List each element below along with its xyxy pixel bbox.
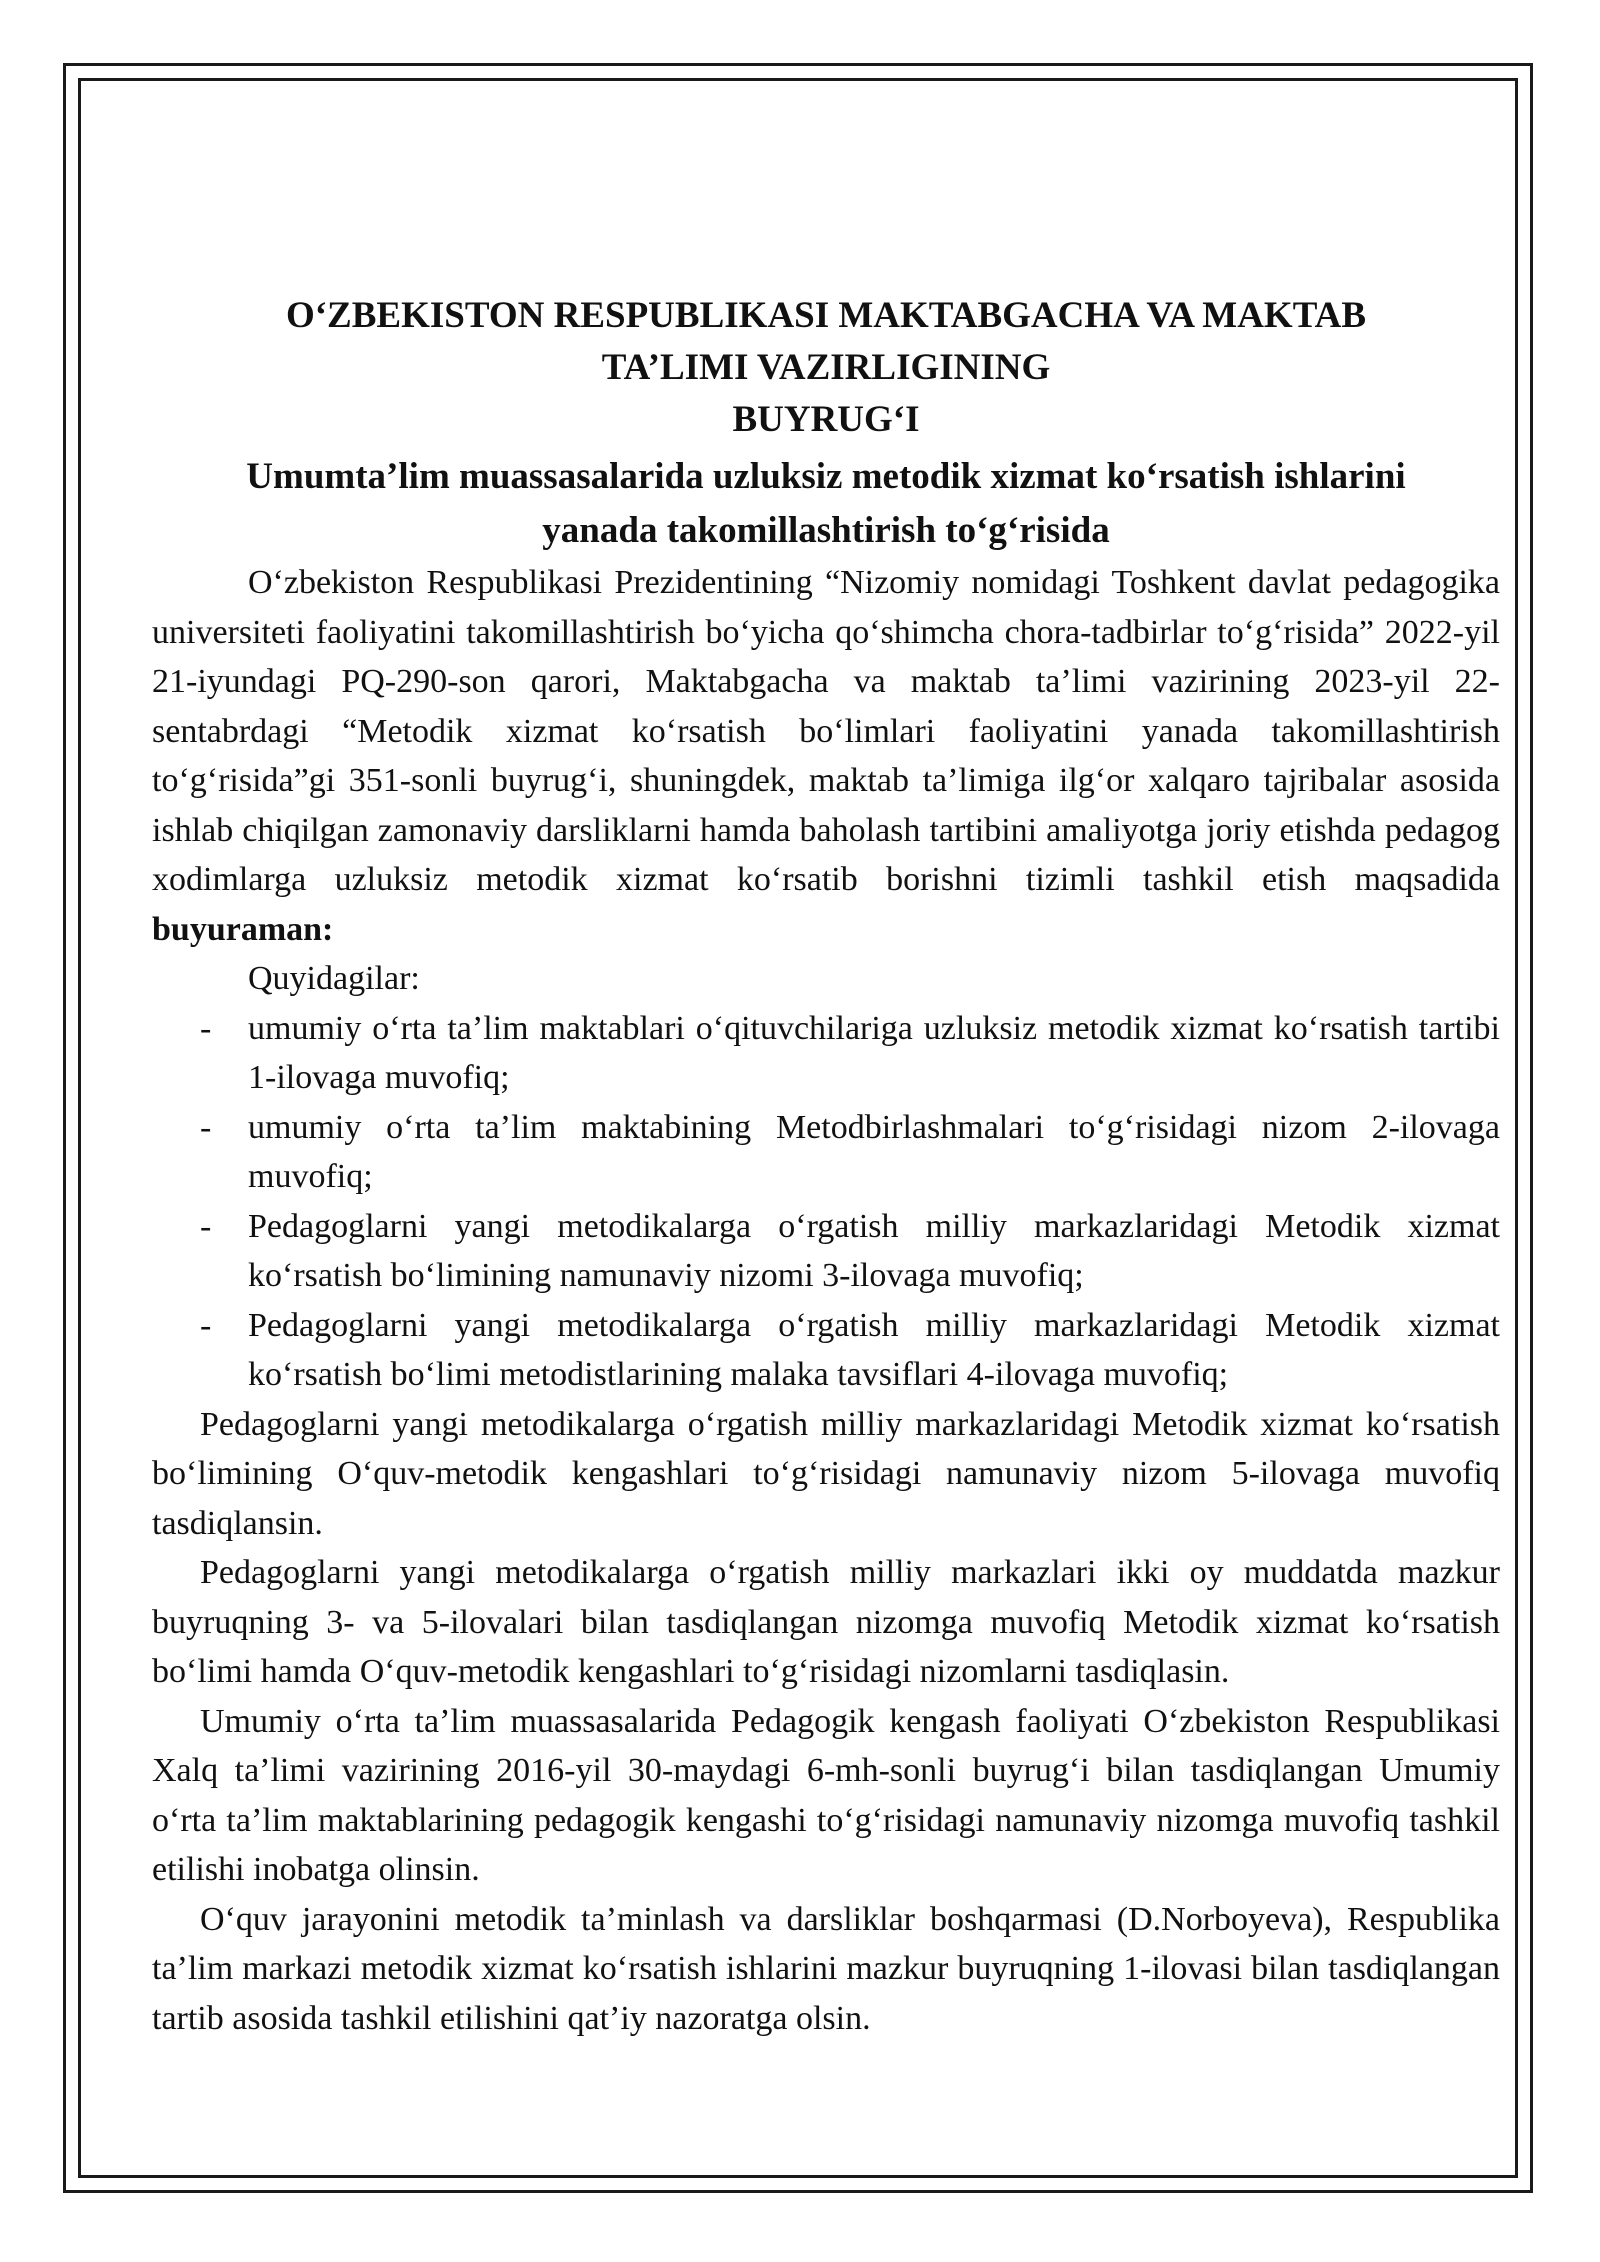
approval-list xyxy=(152,1004,1500,1400)
list-item xyxy=(152,1004,1500,1103)
preamble-text: O‘zbekiston Respublikasi Prezidentining “Nizomiy nomidagi Toshkent davlat pedagogika universiteti faoliyatini takomillashtirish bo‘yicha qo‘shimcha chora-tadbirlar to‘g‘risida” 2022-yil 21-iyundagi PQ-290-son qarori, Maktabgacha va maktab ta’limi vazirining 2023-yil 22-sentabrdagi “Metodik xizmat ko‘rsatish bo‘limlari faoliyatini yanada takomillashtirish to‘g‘risida”gi 351-sonli buyrug‘i, shuningdek, maktab ta’limiga ilg‘or xalqaro tajribalar asosida ishlab chiqilgan zamonaviy darsliklarni hamda baholash tartibini amaliyotga joriy etishda pedagog xodimlarga uzluksiz metodik xizmat ko‘rsatib borishni tizimli tashkil etish maqsadida xyxy=(152,564,1500,898)
list-dash: - xyxy=(200,1009,212,1047)
list-item-text: Pedagoglarni yangi metodikalarga o‘rgatish milliy markazlaridagi Metodik xizmat ko‘rsatish bo‘limining namunaviy nizomi 3-ilovaga muvofiq; xyxy=(248,1207,1500,1294)
list-dash: - xyxy=(200,1108,212,1146)
list-intro: Quyidagilar: xyxy=(248,960,420,997)
body-paragraph: Umumiy o‘rta ta’lim muassasalarida Pedagogik kengash faoliyati O‘zbekiston Respublikasi Xalq ta’limi vazirining 2016-yil 30-maydagi 6-mh-sonli buyrug‘i bilan tasdiqlangan Umumiy o‘rta ta’lim maktablarining pedagogik kengashi to‘g‘risidagi namunaviy nizomga muvofiq tashkil etilishi inobatga olinsin. xyxy=(152,1702,1500,1888)
list-dash: - xyxy=(200,1207,212,1245)
title-line: BUYRUG‘I xyxy=(732,399,920,440)
preamble-paragraph xyxy=(152,558,1500,954)
document-subject xyxy=(152,450,1500,558)
document-title xyxy=(152,290,1500,446)
title-line: TA’LIMI VAZIRLIGINING xyxy=(601,347,1051,388)
preamble-bold-text: buyuraman: xyxy=(152,910,334,948)
subject-line: Umumta’lim muassasalarida uzluksiz metodik xizmat ko‘rsatish ishlarini xyxy=(246,456,1406,497)
list-item-text: umumiy o‘rta ta’lim maktablari o‘qituvchilariga uzluksiz metodik xizmat ko‘rsatish tartibi 1-ilovaga muvofiq; xyxy=(248,1009,1500,1096)
list-item xyxy=(152,1301,1500,1400)
body-paragraph: Pedagoglarni yangi metodikalarga o‘rgatish milliy markazlaridagi Metodik xizmat ko‘rsatish bo‘limining O‘quv-metodik kengashlari to‘g‘risidagi namunaviy nizom 5-ilovaga muvofiq tasdiqlansin. xyxy=(152,1405,1500,1542)
document-body xyxy=(152,290,1500,2043)
list-dash: - xyxy=(200,1306,212,1344)
body-paragraph: O‘quv jarayonini metodik ta’minlash va darsliklar boshqarmasi (D.Norboyeva), Respublika ta’lim markazi metodik xizmat ko‘rsatish ishlarini mazkur buyruqning 1-ilovasi bilan tasdiqlangan tartib asosida tashkil etilishini qat’iy nazoratga olsin. xyxy=(152,1900,1500,2037)
subject-line: yanada takomillashtirish to‘g‘risida xyxy=(542,510,1110,551)
list-item xyxy=(152,1103,1500,1202)
list-item-text: umumiy o‘rta ta’lim maktabining Metodbirlashmalari to‘g‘risidagi nizom 2-ilovaga muvofiq; xyxy=(248,1108,1500,1195)
list-item xyxy=(152,1202,1500,1301)
title-line: O‘ZBEKISTON RESPUBLIKASI MAKTABGACHA VA MAKTAB xyxy=(285,295,1367,336)
list-item-text: Pedagoglarni yangi metodikalarga o‘rgatish milliy markazlaridagi Metodik xizmat ko‘rsatish bo‘limi metodistlarining malaka tavsiflari 4-ilovaga muvofiq; xyxy=(248,1306,1500,1393)
body-paragraph: Pedagoglarni yangi metodikalarga o‘rgatish milliy markazlari ikki oy muddatda mazkur buyruqning 3- va 5-ilovalari bilan tasdiqlangan nizomga muvofiq Metodik xizmat ko‘rsatish bo‘limi hamda O‘quv-metodik kengashlari to‘g‘risidagi nizomlarni tasdiqlasin. xyxy=(152,1554,1500,1690)
